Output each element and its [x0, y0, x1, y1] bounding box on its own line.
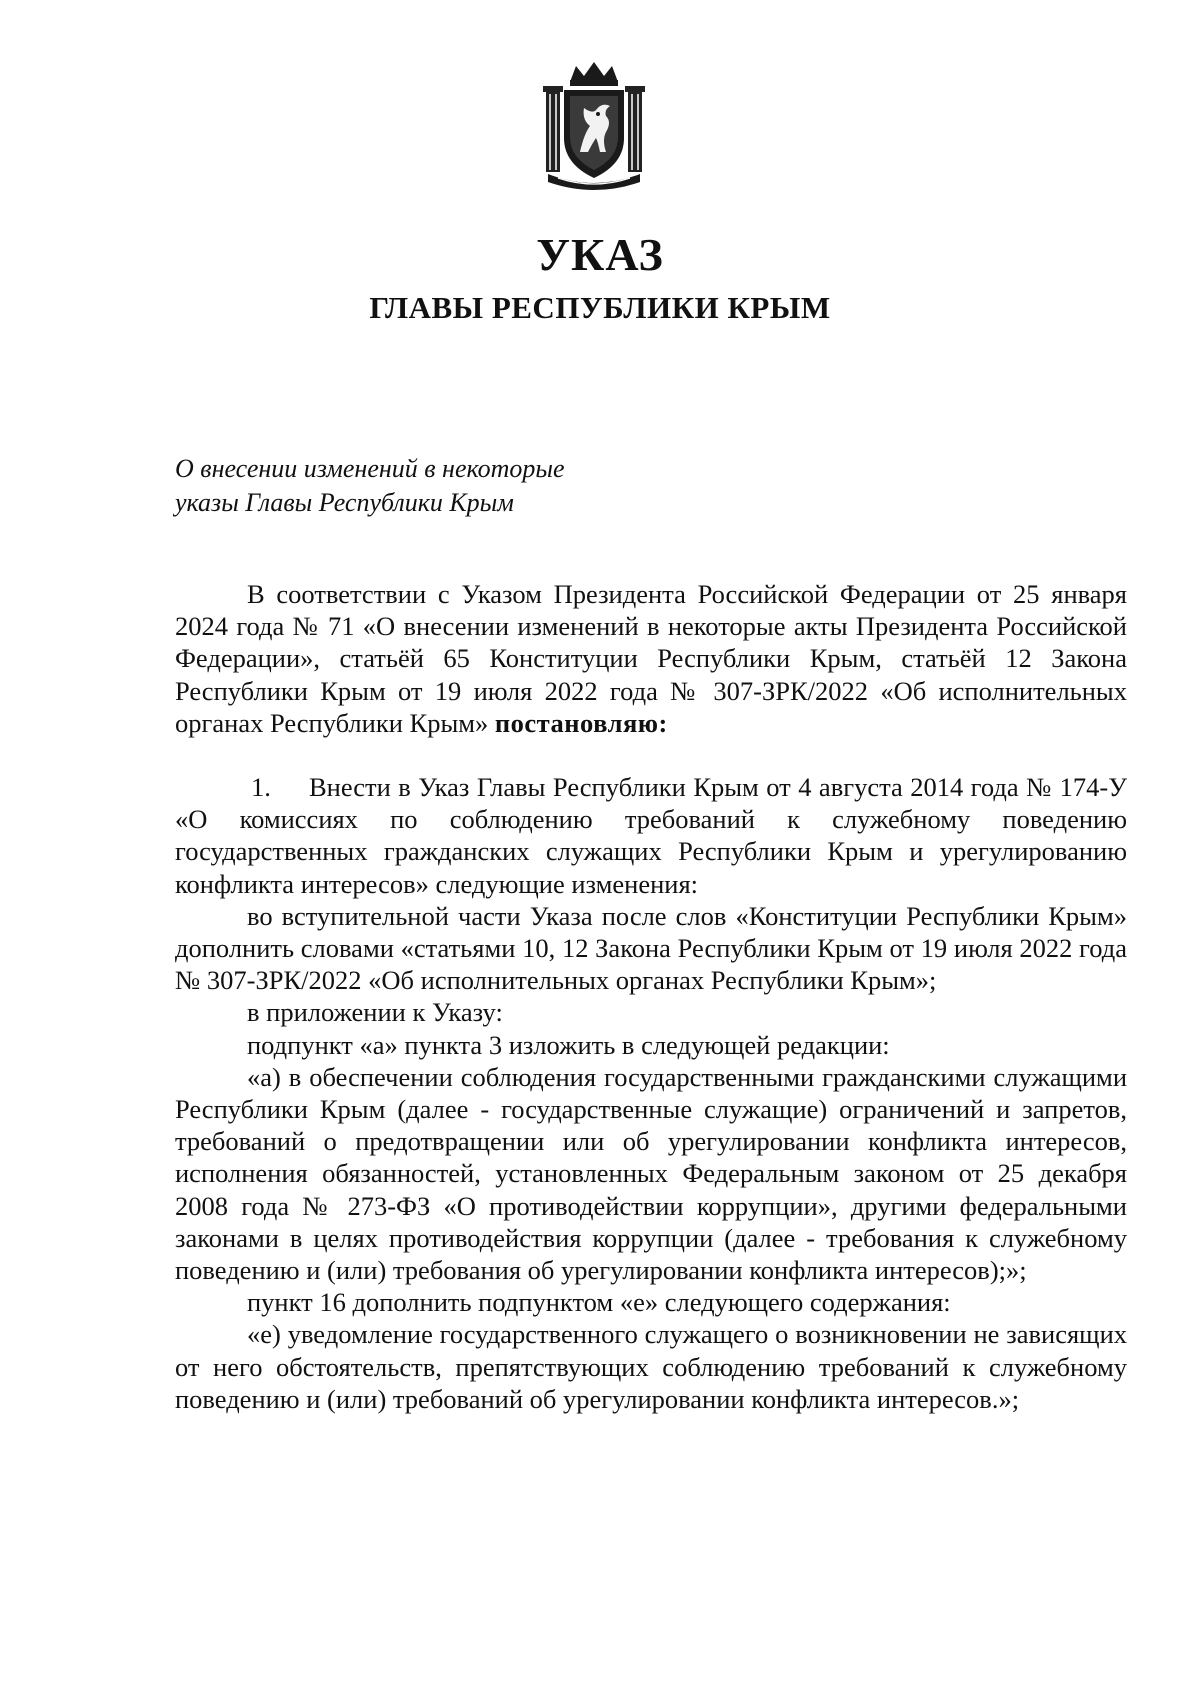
preamble-paragraph [175, 578, 1127, 739]
paragraph-item-16-heading: пункт 16 дополнить подпунктом «е» следующего содержания: [247, 1287, 951, 1318]
subject-line-1: О внесении изменений в некоторые [175, 454, 565, 483]
paragraph-intro-amendment: во вступительной части Указа после слов «Конституции Республики Крым» дополнить словами «статьями 10, 12 Закона Республики Крым от 19 июля 2022 года № 307-ЗРК/2022 «Об исполнительных органах Республики Крым»; [175, 900, 1127, 996]
document-subject [175, 452, 565, 520]
document-title: УКАЗ [536, 229, 664, 280]
paragraph-appendix: в приложении к Указу: [247, 997, 503, 1028]
paragraph-subitem-a-heading: подпункт «а» пункта 3 изложить в следующей редакции: [247, 1029, 890, 1060]
preamble-text: В соответствии с Указом Президента Российской Федерации от 25 января 2024 года № 71 «О внесении изменений в некоторые акты Президента Российской Федерации», статьёй 65 Конституции Республики Крым, статьёй 12 Закона Республики Крым от 19 июля 2022 года № 307-ЗРК/2022 «Об исполнительных органах Республики Крым» [175, 579, 1127, 738]
paragraph-subitem-e-text: «е) уведомление государственного служащего о возникновении не зависящих от него обстоятельств, препятствующих соблюдению требований к служебному поведению и (или) требований об урегулировании конфликта интересов.»; [175, 1319, 1127, 1414]
document-subtitle: ГЛАВЫ РЕСПУБЛИКИ КРЫМ [369, 290, 831, 325]
item-1-text: Внести в Указ Главы Республики Крым от 4 августа 2014 года № 174-У «О комиссиях по соблюдению требований к служебному поведению государственных гражданских служащих Республики Крым и урегулированию конфликта интересов» следующие изменения: [175, 772, 1127, 899]
item-1-number: 1. [251, 772, 271, 803]
subject-line-2: указы Главы Республики Крым [175, 488, 514, 517]
resolve-word: постановляю: [494, 707, 668, 738]
item-1-paragraph [175, 771, 1127, 900]
crimea-coat-of-arms-icon [540, 60, 648, 190]
paragraph-subitem-a-text: «а) в обеспечении соблюдения государственными гражданскими служащими Республики Крым (далее - государственные служащие) ограничений и запретов, требований о предотвращении или об урегулировании конфликта интересов, исполнения обязанностей, установленных Федеральным законом от 25 декабря 2008 года № 273-ФЗ «О противодействии коррупции», другими федеральными законами в целях противодействия коррупции (далее - требования к служебному поведению и (или) требования об урегулировании конфликта интересов);»; [175, 1061, 1127, 1286]
document-body [175, 578, 1127, 1415]
